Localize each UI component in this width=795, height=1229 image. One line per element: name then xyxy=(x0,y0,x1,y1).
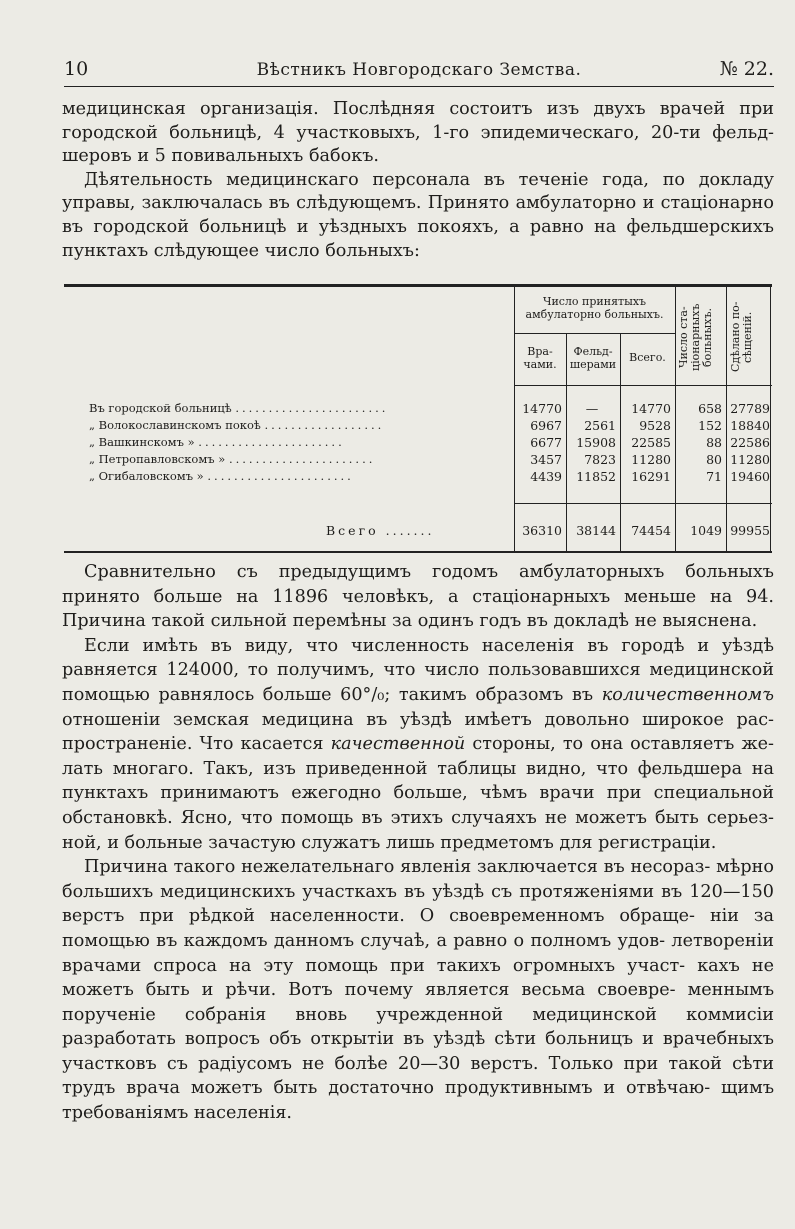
paragraph xyxy=(62,169,774,263)
table-cell: 14770 xyxy=(631,401,671,416)
table-row: Въ городской больницѣ ....................... xyxy=(89,401,389,415)
paragraph xyxy=(62,560,774,634)
intro-text xyxy=(62,98,774,263)
text-line: городской больницѣ, 4 участковыхъ, 1-го эпидемическаго, 20-ти фельд- xyxy=(62,122,774,143)
table-row: „ Вашкинскомъ » ...................... xyxy=(89,435,345,449)
text-line: помощью равнялось больше 60°/₀; такимъ образомъ въ xyxy=(62,684,594,705)
total-row-label: Всего ....... xyxy=(326,523,435,538)
body-text xyxy=(62,560,774,1126)
paragraph xyxy=(62,855,774,1126)
text-line: участковъ съ радіусомъ не болѣе 20—30 верстъ. Только при такой xyxy=(62,1053,722,1074)
text-line: разработать вопросъ объ открытіи въ уѣздѣ сѣти больницъ и врачебныхъ xyxy=(62,1029,774,1050)
text-line: пространеніе. Что касается xyxy=(62,734,324,755)
italic-text: качественной xyxy=(330,734,466,755)
header-visits: Сдѣлано по-сѣщеній. xyxy=(729,301,754,373)
text-line: Если имѣть въ виду, что численность населенія въ городѣ и уѣздѣ xyxy=(84,635,774,656)
table-cell: 11280 xyxy=(631,452,671,467)
page-header xyxy=(64,56,774,87)
total-cell: 99955 xyxy=(730,523,770,538)
text-line: летвореніи врачами спроса на эту помощь при такихъ огромныхъ участ- xyxy=(62,930,774,976)
text-line: управы, заключалась въ слѣдующемъ. Принято амбулаторно и стаціонарно xyxy=(62,193,774,214)
table-cell: 15908 xyxy=(576,435,616,450)
table-cell: 11852 xyxy=(576,469,616,484)
page-number: 10 xyxy=(64,58,89,80)
table-cell: 6967 xyxy=(530,418,562,433)
text-line: кахъ не можетъ быть и рѣчи. Вотъ почему является весьма своевре- xyxy=(62,955,774,1001)
table-cell: 22585 xyxy=(631,435,671,450)
statistics-table xyxy=(64,284,772,553)
table-cell: 14770 xyxy=(522,401,562,416)
header-feldshers: Фельд-шерами xyxy=(569,345,617,371)
text-line: шеровъ и 5 повивальныхъ бабокъ. xyxy=(62,146,380,167)
text-line: мѣрно большихъ медицинскихъ участкахъ въ уѣздѣ съ протяженіями въ xyxy=(62,857,774,902)
table-cell: 658 xyxy=(698,401,722,416)
text-line: отношеніи земская медицина въ уѣздѣ имѣетъ довольно широкое рас- xyxy=(62,709,774,730)
text-line: въ городской больницѣ и уѣздныхъ покояхъ, а равно на фельдшерскихъ xyxy=(62,216,774,237)
header-doctors: Вра-чами. xyxy=(523,345,557,371)
table-cell: 19460 xyxy=(730,469,770,484)
text-line: Сравнительно съ предыдущимъ годомъ амбулаторныхъ больныхъ xyxy=(84,562,774,582)
text-line: Причина такой сильной перемѣны за одинъ годъ въ докладѣ не xyxy=(62,611,657,632)
header-total: Всего. xyxy=(629,351,666,364)
text-line: сѣти трудъ врача можетъ быть достаточно продуктивнымъ и отвѣчаю- xyxy=(62,1053,775,1099)
text-line: 120—150 верстъ при рѣдкой населенности. О своевременномъ обраще- xyxy=(62,881,774,927)
paragraph xyxy=(62,98,774,169)
table-cell: 2561 xyxy=(584,418,616,433)
table-cell: 11280 xyxy=(730,452,770,467)
total-cell: 1049 xyxy=(690,523,722,538)
paragraph xyxy=(62,634,774,855)
text-line: медицинская организація. Послѣдняя состоитъ изъ двухъ врачей при xyxy=(62,99,774,119)
issue-number: № 22. xyxy=(719,58,774,80)
journal-title: Вѣстникъ Новгородскаго Земства. xyxy=(256,60,582,80)
table-cell: 80 xyxy=(706,452,722,467)
table-row: „ Петропавловскомъ » ...................... xyxy=(89,452,376,466)
table-row: „ Волокославинскомъ покоѣ .................. xyxy=(89,418,385,432)
header-ambulatory-group: Число принятыхъ амбулаторно больныхъ. xyxy=(525,295,664,321)
total-cell: 38144 xyxy=(576,523,616,538)
text-line: лать многаго. Такъ, изъ приведенной таблицы видно, что фельдшера xyxy=(62,758,743,779)
table-cell: 22586 xyxy=(730,435,770,450)
text-line: на пунктахъ принимаютъ ежегодно больше, чѣмъ врачи при специальной xyxy=(62,758,774,804)
header-inpatient: Число ста-ціонарныхъ больныхъ. xyxy=(677,303,714,371)
table-cell: 18840 xyxy=(730,418,770,433)
table-cell: 152 xyxy=(698,418,722,433)
text-line: равняется 124000, то получимъ, что число пользовавшихся медицинской xyxy=(62,660,774,681)
text-line: пунктахъ слѣдующее число больныхъ: xyxy=(62,240,420,261)
table-cell: 4439 xyxy=(530,469,562,484)
table-cell: 7823 xyxy=(584,452,616,467)
text-line: принято больше на 11896 человѣкъ, а стаціонарныхъ меньше на 94. xyxy=(62,586,774,607)
table-cell: 9528 xyxy=(639,418,671,433)
table-cell: 3457 xyxy=(530,452,562,467)
text-line: обстановкѣ. Ясно, что помощь въ этихъ случаяхъ не можетъ быть серьез- xyxy=(62,807,774,828)
table-row: „ Огибаловскомъ » ...................... xyxy=(89,469,354,483)
text-line: Дѣятельность медицинскаго персонала въ теченіе года, по докладу xyxy=(84,169,774,190)
total-cell: 36310 xyxy=(522,523,562,538)
text-line: щимъ требованіямъ населенія. xyxy=(62,1078,775,1124)
table-cell: 71 xyxy=(706,469,722,484)
text-line: стороны, то она оставляетъ же- xyxy=(472,734,775,755)
text-line: ніи за помощью въ каждомъ данномъ случаѣ, а равно о полномъ удов- xyxy=(62,906,775,951)
text-line: выяснена. xyxy=(662,611,758,632)
table-cell: 88 xyxy=(706,435,722,450)
text-line: меннымъ порученіе собранія вновь учрежденной медицинской коммисіи xyxy=(62,980,775,1025)
total-cell: 74454 xyxy=(631,523,671,538)
italic-text: количественномъ xyxy=(601,684,774,705)
table-cell: 16291 xyxy=(631,469,671,484)
text-line: ной, и больные зачастую служатъ лишь предметомъ для регистраціи. xyxy=(62,832,717,853)
text-line: Причина такого нежелательнаго явленія заключается въ несораз- xyxy=(84,857,711,878)
table-cell: 27789 xyxy=(730,401,770,416)
table-cell: — xyxy=(585,401,599,416)
table-cell: 6677 xyxy=(530,435,562,450)
